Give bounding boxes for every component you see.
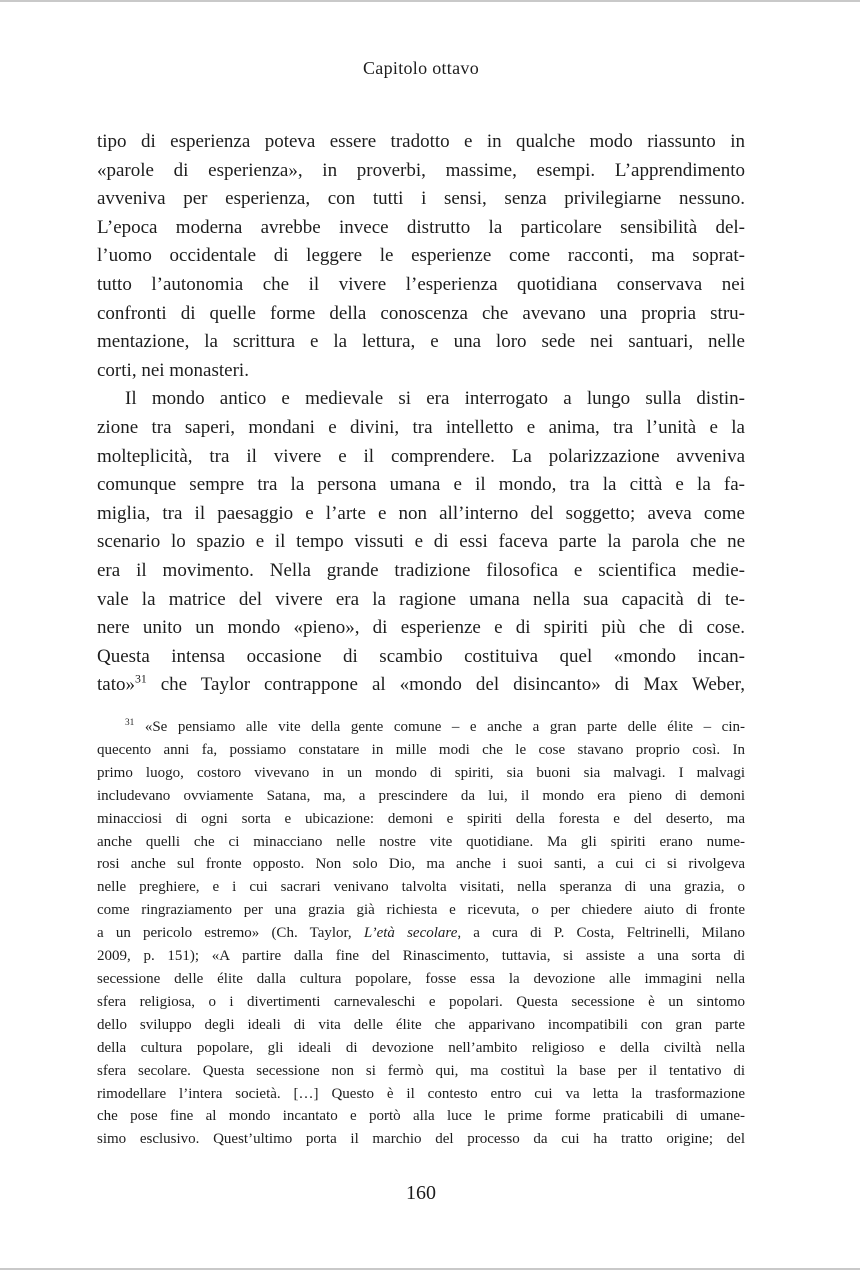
footnote xyxy=(97,716,745,1151)
text-line xyxy=(97,716,745,739)
text-segment: era il movimento. Nella grande tradizione filosofica e scientifica medie- xyxy=(97,559,745,581)
book-title-italic: L’età secolare xyxy=(363,925,458,942)
text-segment: L’epoca moderna avrebbe invece distrutto la particolare sensibilità del- xyxy=(97,216,745,238)
text-segment: che pose fine al mondo incantato e portò alla luce le prime forme praticabili di umane- xyxy=(97,1108,745,1125)
text-line xyxy=(97,128,745,157)
text-segment: corti, nei monasteri. xyxy=(97,359,249,381)
text-line xyxy=(97,762,745,785)
text-segment: molteplicità, tra il vivere e il comprendere. La polarizzazione avveniva xyxy=(97,445,745,467)
text-segment: dello sviluppo degli ideali di vita delle élite che apparivano incompatibili con gran parte xyxy=(97,1016,745,1033)
paragraph xyxy=(97,385,745,700)
text-line xyxy=(97,899,745,922)
text-segment: tato» xyxy=(97,674,135,696)
text-line xyxy=(97,414,745,443)
text-line xyxy=(97,1083,745,1106)
text-segment: nelle preghiere, e i cui sacrari venivano talvolta visitati, nella speranza di una grazia, o xyxy=(97,879,745,896)
text-segment: rosi anche sul fronte opposto. Non solo Dio, ma anche i suoi santi, a cui ci si rivolgeva xyxy=(97,856,745,873)
footnote-reference: 31 xyxy=(125,718,135,728)
text-line xyxy=(97,1128,745,1151)
text-line xyxy=(97,968,745,991)
text-line xyxy=(97,671,745,700)
text-segment: zione tra saperi, mondani e divini, tra intelletto e anima, tra l’unità e la xyxy=(97,416,745,438)
text-line xyxy=(97,922,745,945)
text-line xyxy=(97,876,745,899)
text-segment: Il mondo antico e medievale si era interrogato a lungo sulla distin- xyxy=(125,388,745,410)
running-header: Capitolo ottavo xyxy=(363,58,479,78)
page-number: 160 xyxy=(406,1182,436,1204)
text-segment: , a cura di P. Costa, Feltrinelli, Milano xyxy=(457,925,745,942)
text-line xyxy=(97,808,745,831)
text-line xyxy=(97,157,745,186)
text-segment: simo esclusivo. Quest’ultimo porta il marchio del processo da cui ha tratto origine; del xyxy=(97,1131,745,1148)
text-line xyxy=(97,831,745,854)
paragraph xyxy=(97,128,745,385)
text-segment: confronti di quelle forme della conoscenza che avevano una propria stru- xyxy=(97,302,745,324)
text-line xyxy=(97,185,745,214)
body-text xyxy=(97,128,745,700)
text-line xyxy=(97,945,745,968)
text-line xyxy=(97,328,745,357)
text-segment: avveniva per esperienza, con tutti i sensi, senza privilegiarne nessuno. xyxy=(97,188,745,210)
text-line xyxy=(97,357,745,386)
footnote-reference: 31 xyxy=(135,672,147,686)
text-segment: l’uomo occidentale di leggere le esperienze come racconti, ma soprat- xyxy=(97,245,745,267)
text-segment: sfera religiosa, o i divertimenti carnevaleschi e popolari. Questa secessione è un sintomo xyxy=(97,993,745,1010)
text-segment: secessione delle élite dalla cultura popolare, fosse essa la devozione alle immagini nella xyxy=(97,970,745,987)
text-line xyxy=(97,1037,745,1060)
text-line xyxy=(97,853,745,876)
text-segment: miglia, tra il paesaggio e l’arte e non all’interno del soggetto; aveva come xyxy=(97,502,745,524)
text-segment: quecento anni fa, possiamo constatare in mille modi che le cose stavano proprio così. In xyxy=(97,741,745,758)
text-line xyxy=(97,214,745,243)
text-segment: minacciosi di ogni sorta e ubicazione: demoni e spiriti della foresta e del deserto, ma xyxy=(97,810,745,827)
text-line xyxy=(97,500,745,529)
text-segment: vale la matrice del vivere era la ragione umana nella sua capacità di te- xyxy=(97,588,745,610)
text-segment: primo luogo, costoro vivevano in un mondo di spiriti, sia buoni sia malvagi. I malvagi xyxy=(97,764,745,781)
text-segment: che Taylor contrappone al «mondo del disincanto» di Max Weber, xyxy=(146,674,745,696)
text-segment: nere unito un mondo «pieno», di esperienze e di spiriti più che di cose. xyxy=(97,617,745,639)
text-line xyxy=(97,739,745,762)
text-line xyxy=(97,785,745,808)
text-segment: Questa intensa occasione di scambio costituiva quel «mondo incan- xyxy=(97,645,745,667)
text-segment: sfera secolare. Questa secessione non si fermò qui, ma costituì la base per il tentativo di xyxy=(97,1062,745,1079)
text-line xyxy=(97,385,745,414)
text-line xyxy=(97,1060,745,1083)
text-line xyxy=(97,300,745,329)
text-segment: tipo di esperienza poteva essere tradotto e in qualche modo riassunto in xyxy=(97,131,745,152)
text-segment: anche quelli che ci minacciano nelle nostre vite quotidiane. Ma gli spiriti erano nume- xyxy=(97,833,745,850)
text-segment: scenario lo spazio e il tempo vissuti e di essi faceva parte la parola che ne xyxy=(97,531,745,553)
text-line xyxy=(97,242,745,271)
text-segment: come ringraziamento per una grazia già richiesta e ricevuta, o per chiedere aiuto di fronte xyxy=(97,902,745,919)
text-segment: della cultura popolare, gli ideali di devozione nell’ambito religioso e della civiltà nella xyxy=(97,1039,745,1056)
text-line xyxy=(97,586,745,615)
text-line xyxy=(97,614,745,643)
text-line xyxy=(97,271,745,300)
text-line xyxy=(97,643,745,672)
text-segment: rimodellare l’intera società. […] Questo è il contesto entro cui va letta la trasformazione xyxy=(97,1085,745,1102)
text-segment: mentazione, la scrittura e la lettura, e una loro sede nei santuari, nelle xyxy=(97,331,745,353)
text-segment: «parole di esperienza», in proverbi, massime, esempi. L’apprendimento xyxy=(97,159,745,181)
text-line xyxy=(97,443,745,472)
text-line xyxy=(97,471,745,500)
text-segment: 2009, p. 151); «A partire dalla fine del Rinascimento, tuttavia, si assiste a una sorta di xyxy=(97,948,745,965)
text-line xyxy=(97,557,745,586)
text-segment: tutto l’autonomia che il vivere l’esperienza quotidiana conservava nei xyxy=(97,273,745,295)
text-line xyxy=(97,528,745,557)
text-segment: «Se pensiamo alle vite della gente comune – e anche a gran parte delle élite – cin- xyxy=(134,719,745,735)
text-line xyxy=(97,1105,745,1128)
text-line xyxy=(97,991,745,1014)
text-line xyxy=(97,1014,745,1037)
text-segment: comunque sempre tra la persona umana e il mondo, tra la città e la fa- xyxy=(97,474,745,496)
text-segment: a un pericolo estremo» (Ch. Taylor, xyxy=(97,925,364,942)
text-segment: includevano ovviamente Satana, ma, a prescindere da lui, il mondo era pieno di demoni xyxy=(97,787,745,804)
